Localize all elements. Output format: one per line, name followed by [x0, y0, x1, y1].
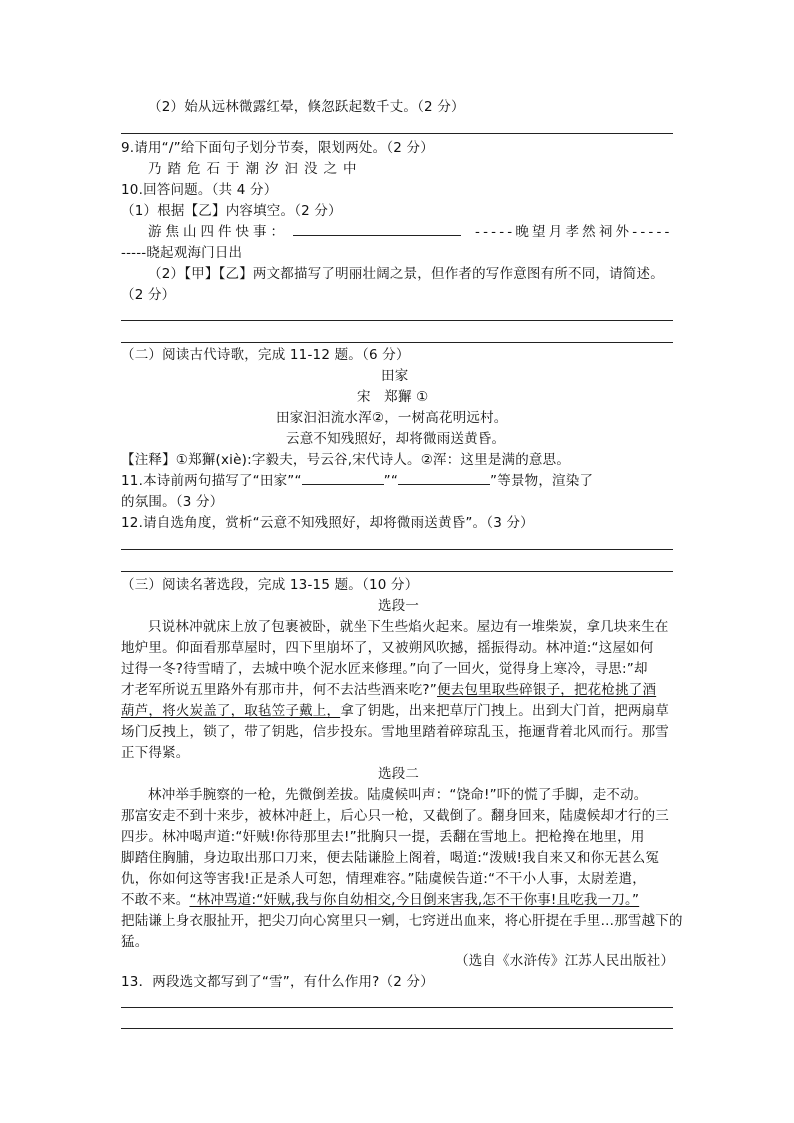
answer-line	[121, 133, 673, 134]
q11-text-a: 11.本诗前两句描写了“田家”“	[121, 473, 302, 489]
segment-2-line: 林冲举手腕察的一枪，先微倒差拔。陆虞候叫声：“饶命!”吓的慌了手脚，走不动。	[148, 787, 648, 803]
segment-2-line: 猛。	[121, 934, 149, 950]
segment-1-title: 选段一	[378, 598, 420, 614]
segment-2-line: 那富安走不到十来步，被林冲赶上，后心只一枪，又截倒了。翻身回来，陆虞候却才行的三	[121, 808, 669, 824]
answer-line	[121, 549, 673, 550]
source-citation: （选自《水浒传》江苏人民出版社）	[455, 953, 675, 969]
segment-2-text: 不敢不来。	[121, 892, 190, 908]
answer-blank[interactable]	[293, 222, 461, 236]
segment-2-line	[121, 890, 639, 910]
q11-text-b: ”“	[383, 473, 399, 489]
answer-blank[interactable]	[398, 471, 490, 485]
q10-part2-score: （2 分）	[121, 287, 176, 303]
answer-line	[121, 571, 673, 572]
q9-title: 9.请用“/”给下面句子划分节奏，限划两处。（2 分）	[121, 140, 434, 156]
answer-line	[121, 320, 673, 321]
segment-2-line: 四步。林冲喝声道:“奸贼!你待那里去!”批胸只一提，丢翻在雪地上。把枪搀在地里，用	[121, 829, 645, 845]
fill-mid: -----晚望月孝然祠外-----	[475, 224, 673, 240]
q10-fill-end: -----晓起观海门日出	[121, 245, 243, 261]
segment-1-text: 才老军所说五里路外有那市井，何不去沽些酒来吃?”	[121, 682, 437, 698]
segment-1-line: 正下得紧。	[121, 745, 190, 761]
segment-2-line: 把陆谦上身衣服扯开，把尖刀向心窝里只一剜，七窍迸出血来，将心肝提在手里…那雪越下的	[121, 913, 683, 929]
underlined-passage: 便去包里取些碎银子，把花枪挑了酒	[436, 682, 657, 698]
poem-note: 【注释】①郑獬(xiè):字毅夫，号云谷,宋代诗人。②浑：这里是满的意思。	[121, 452, 571, 468]
segment-1-line	[121, 680, 656, 700]
segment-1-line: 只说林冲就床上放了包裹被卧，就坐下生些焰火起来。屋边有一堆柴炭，拿几块来生在	[148, 619, 669, 635]
poem-line-1: 田家汩汩流水浑②，一树高花明远村。	[276, 410, 508, 426]
segment-1-line: 过得一冬?待雪晴了，去城中唤个泥水匠来修理。”向了一回火，觉得身上寒冷，寻思:”却	[121, 661, 648, 677]
answer-line	[121, 1007, 673, 1008]
q10-title: 10.回答问题。（共 4 分）	[121, 182, 278, 198]
q10-part2: （2）【甲】【乙】两文都描写了明丽壮阔之景，但作者的写作意图有所不同，请简述。	[148, 266, 664, 282]
answer-line	[121, 1028, 673, 1029]
section-2-header: （二）阅读古代诗歌，完成 11-12 题。（6 分）	[121, 347, 410, 363]
segment-2-line: 仇，你如何这等害我!正是杀人可恕，情理难容。”陆虞候告道:“不干小人事，太尉差遣，	[121, 871, 646, 887]
poem-author: 宋 郑獬 ①	[357, 389, 429, 405]
answer-line	[121, 342, 673, 343]
segment-2-line: 脚踏住胸脯，身边取出那口刀来，便去陆谦脸上阁着，喝道:“泼贼!我自来又和你无甚么冤	[121, 850, 660, 866]
q11-text-c: ”等景物，渲染了	[490, 473, 594, 489]
fill-prefix: 游焦山四件快事：	[148, 224, 288, 240]
q8-2-text: （2）始从远林微露红晕，倏忽跃起数千丈。（2 分）	[148, 99, 465, 115]
q9-sentence: 乃踏危石于潮汐汩没之中	[148, 161, 363, 177]
underlined-passage: 葫芦，将火炭盖了，取毡笠子戴上，	[121, 703, 341, 719]
segment-1-line: 场门反拽上，锁了，带了钥匙，信步投东。雪地里踏着碎琼乱玉，拖逦背着北风而行。那雪	[121, 724, 669, 740]
q11-line	[121, 471, 593, 491]
poem-line-2: 云意不知残照好，却将微雨送黄昏。	[286, 431, 506, 447]
section-3-header: （三）阅读名著选段，完成 13-15 题。（10 分）	[121, 577, 419, 593]
segment-1-line	[121, 701, 669, 721]
answer-blank[interactable]	[302, 471, 384, 485]
segment-1-line: 地炉里。仰面看那草屋时，四下里崩坏了，又被朔风吹撼，摇振得动。林冲道:“这屋如何	[121, 640, 654, 656]
underlined-passage: “林冲骂道:“奸贼,我与你自幼相交,今日倒来害我,怎不干你事!且吃我一刀。”	[189, 892, 640, 908]
q13-text: 13．两段选文都写到了“雪”，有什么作用?（2 分）	[121, 974, 434, 990]
q10-fill-line	[148, 222, 673, 242]
segment-1-text: 拿了钥匙，出来把草厅门拽上。出到大门首，把两扇草	[340, 703, 670, 719]
poem-title: 田家	[381, 368, 409, 384]
q10-part1: （1）根据【乙】内容填空。（2 分）	[121, 203, 342, 219]
q12-text: 12.请自选角度，赏析“云意不知残照好，却将微雨送黄昏”。（3 分）	[121, 515, 534, 531]
q11-text-d: 的氛围。（3 分）	[121, 494, 224, 510]
segment-2-title: 选段二	[378, 766, 420, 782]
